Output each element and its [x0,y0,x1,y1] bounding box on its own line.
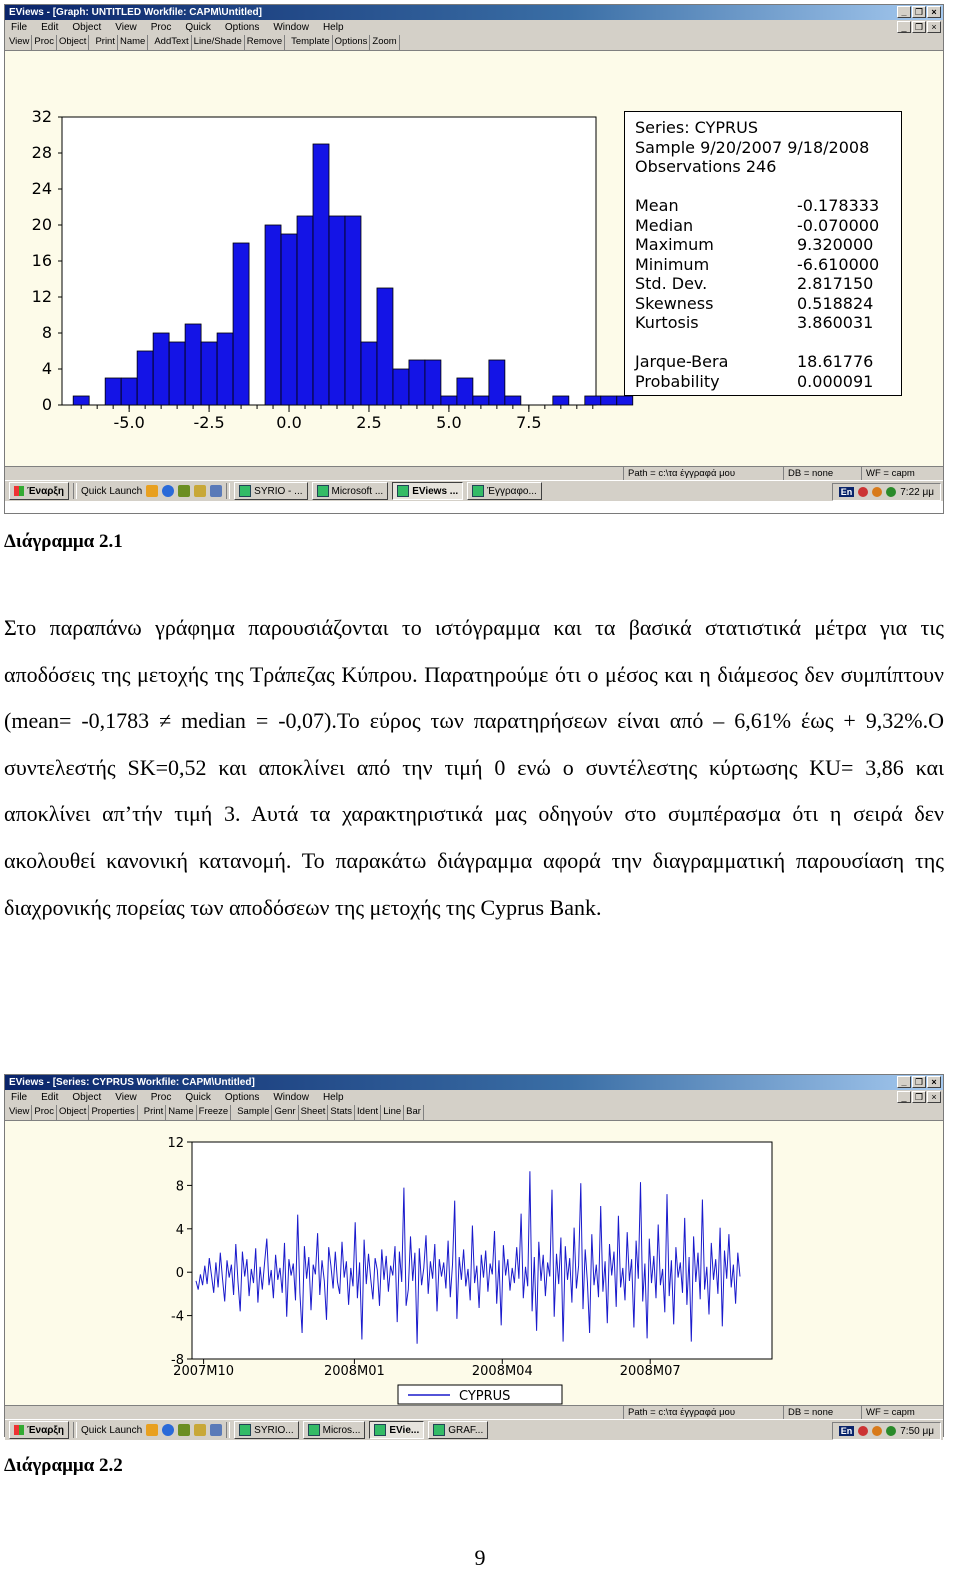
histogram-bar [217,333,233,405]
y-tick-label: -8 [171,1353,184,1368]
app-icon [239,1424,251,1436]
menu-edit[interactable]: Edit [41,1092,59,1103]
histogram-bar [169,342,185,405]
menu-window[interactable]: Window [273,22,309,33]
menu-view[interactable]: View [115,1092,137,1103]
internet-explorer-icon[interactable] [162,1424,174,1436]
menu-help[interactable]: Help [322,1092,344,1103]
menu-proc[interactable]: Proc [150,1092,172,1103]
system-tray [832,483,941,501]
histogram-bar [505,396,521,405]
histogram-bar [297,216,313,405]
window-title-bar[interactable] [5,1075,943,1090]
toolbar-freeze-button[interactable]: Freeze [197,1105,232,1120]
menu-bar [5,20,943,35]
stats-sample: Sample 9/20/2007 9/18/2008 [635,137,870,157]
toolbar-name-button[interactable]: Name [118,35,148,50]
histogram-bar [553,396,569,405]
taskbar-item-microsoft[interactable]: Microsoft ... [312,482,389,500]
stats-row-minimum: Minimum -6.610000 [635,254,880,274]
toolbar-sample-button[interactable]: Sample [235,1105,272,1120]
taskbar [5,480,943,501]
desktop-icon[interactable] [210,485,222,497]
menu-proc[interactable]: Proc [150,22,172,33]
child-restore-button[interactable]: ❐ [912,21,926,33]
tray-icon[interactable] [872,487,882,497]
histogram-bar [409,360,425,405]
y-tick-label: 12 [167,1136,184,1151]
app-icon [397,485,409,497]
close-button[interactable]: × [927,1076,941,1088]
histogram-bar [425,360,441,405]
histogram-bar [265,225,281,405]
quick-launch-label: Quick Launch [81,485,143,497]
toolbar-stats-button[interactable]: Stats [328,1105,355,1120]
toolbar-ident-button[interactable]: Ident [355,1105,381,1120]
quick-launch-arrow-icon[interactable] [146,1424,158,1436]
toolbar-proc-button[interactable]: Proc [32,1105,57,1120]
toolbar-object-button[interactable]: Object [57,1105,89,1120]
taskbar-item-eviews[interactable]: EViews ... [392,482,463,500]
toolbar-sheet-button[interactable]: Sheet [299,1105,329,1120]
window-title: EViews - [Series: CYPRUS Workfile: CAPM\Untitled] [9,1077,255,1088]
toolbar-object-button[interactable]: Object [57,35,89,50]
toolbar-genr-button[interactable]: Genr [272,1105,298,1120]
app-icon [374,1424,386,1436]
histogram-bar [345,216,361,405]
minimize-button[interactable]: _ [897,6,911,18]
x-tick-label: -2.5 [193,413,225,432]
stats-row-skewness: Skewness 0.518824 [635,293,874,313]
y-tick-label: 12 [31,287,52,306]
taskbar-item-eviews[interactable]: EVie... [369,1421,424,1439]
y-tick-label: 32 [31,107,52,126]
histogram-bar [489,360,505,405]
line-graph-area[interactable] [5,1121,943,1405]
tray-icon[interactable] [886,487,896,497]
histogram-bar [441,396,457,405]
histogram-bar [153,333,169,405]
language-indicator[interactable]: En [840,487,853,497]
child-minimize-button[interactable]: _ [897,21,911,33]
histogram-bar [361,342,377,405]
menu-file[interactable]: File [11,1092,28,1103]
histogram-bar [185,324,201,405]
media-icon[interactable] [194,1424,206,1436]
y-tick-label: 20 [31,215,52,234]
status-wf: WF = capm [861,1406,915,1419]
histogram-bar [73,396,89,405]
taskbar [5,1419,943,1440]
restore-button[interactable]: ❐ [912,6,926,18]
y-tick-label: 4 [175,1222,184,1238]
outlook-icon[interactable] [178,1424,190,1436]
y-tick-label: 0 [41,395,52,414]
child-minimize-button[interactable]: _ [897,1091,911,1103]
stats-row-probability: Probability 0.000091 [635,371,874,391]
taskbar-item-graf[interactable]: GRAF... [428,1421,488,1439]
x-tick-label: 7.5 [516,413,542,432]
menu-object[interactable]: Object [72,22,102,33]
status-wf: WF = capm [861,467,915,480]
stats-observations: Observations 246 [635,157,777,176]
line-chart [5,1121,943,1405]
x-tick-label: 5.0 [436,413,462,432]
quick-launch-arrow-icon[interactable] [146,485,158,497]
histogram-bar [393,369,409,405]
app-icon [433,1424,445,1436]
histogram-bar [473,396,489,405]
menu-view[interactable]: View [115,22,137,33]
app-icon [308,1424,320,1436]
y-tick-label: 0 [175,1266,184,1282]
app-icon [239,485,251,497]
status-bar [5,1405,943,1419]
x-tick-label: 2.5 [356,413,382,432]
x-tick-label: 2008M07 [619,1364,681,1379]
y-tick-label: 16 [31,251,52,270]
toolbar-line-button[interactable]: Line [381,1105,404,1120]
taskbar-item-syrio[interactable]: SYRIO - ... [234,482,307,500]
histogram-bar [329,216,345,405]
y-tick-label: 24 [31,179,52,198]
windows-logo-icon [14,1425,24,1435]
language-indicator[interactable]: En [840,1426,853,1436]
stats-row-maximum: Maximum 9.320000 [635,235,874,254]
x-tick-label: 0.0 [276,413,302,432]
histogram-bar [121,378,137,405]
tray-icon[interactable] [886,1426,896,1436]
menu-quick[interactable]: Quick [185,22,211,33]
stats-series: Series: CYPRUS [635,118,758,137]
histogram-graph-area[interactable] [5,51,943,466]
descriptive-statistics-box [624,111,902,396]
histogram-bar [201,342,217,405]
menu-file[interactable]: File [11,22,28,33]
internet-explorer-icon[interactable] [162,485,174,497]
toolbar-options-button[interactable]: Options [333,35,371,50]
toolbar-bar-button[interactable]: Bar [404,1105,424,1120]
stats-row-stddev: Std. Dev. 2.817150 [635,274,874,293]
tray-icon[interactable] [858,1426,868,1436]
toolbar-print-button[interactable]: Print [93,35,118,50]
toolbar-view-button[interactable]: View [7,1105,32,1120]
minimize-button[interactable]: _ [897,1076,911,1088]
histogram-bar [601,396,617,405]
paragraph-text: Στο παραπάνω γράφημα παρουσιάζονται το ιστόγραμμα και τα βασικά στατιστικά μέτρα για τις αποδόσεις της μετοχής της Τράπεζας Κύπρου. Παρατηρούμε ότι ο μέσος και η διάμεσος δεν συμπίπτουν (mean= -0,1783 ≠ median = -0,07).Το εύρος των παρατηρήσεων είναι από – 6,61% έως + 9,32%.Ο συντελεστής SK=0,52 και αποκλίνει από την τιμή 0 ενώ ο συντέλεστης κύρτωσης KU= 3,86 και αποκλίνει απ’τήν τιμή 3. Αυτά τα χαρακτηριστικά μας οδηγούν στο συμπέρασμα ότι η σειρά δεν ακολουθεί κανονική κατανομή. Το παρακάτω διάγραμμα αφορά την διαγραμματική παρουσίαση της διαχρονικής πορείας των αποδόσεων της μετοχής της Cyprus Bank. [4,615,944,920]
plot-area [192,1142,772,1359]
histogram-bar [377,288,393,405]
clock: 7:22 μμ [900,486,934,498]
histogram-bar [313,144,329,405]
toolbar-zoom-button[interactable]: Zoom [370,35,399,50]
menu-window[interactable]: Window [273,1092,309,1103]
menu-edit[interactable]: Edit [41,22,59,33]
toolbar-print-button[interactable]: Print [142,1105,167,1120]
status-db: DB = none [783,467,833,480]
legend-label: CYPRUS [459,1389,511,1404]
y-tick-label: -4 [171,1309,184,1325]
x-tick-label: 2008M01 [323,1364,385,1379]
x-tick-label: -5.0 [113,413,145,432]
close-button[interactable]: × [927,6,941,18]
menu-bar [5,1090,943,1105]
histogram-bar [137,351,153,405]
graph-toolbar [5,35,943,51]
status-db: DB = none [783,1406,833,1419]
status-bar [5,466,943,480]
toolbar-remove-button[interactable]: Remove [245,35,285,50]
toolbar-view-button[interactable]: View [7,35,32,50]
y-tick-label: 28 [31,143,52,162]
desktop-icon[interactable] [210,1424,222,1436]
toolbar-addtext-button[interactable]: AddText [152,35,191,50]
body-paragraph [4,605,944,931]
tray-icon[interactable] [872,1426,882,1436]
stats-row-mean: Mean -0.178333 [635,196,880,215]
figure-caption-2: Διάγραμμα 2.2 [4,1455,123,1476]
toolbar-properties-button[interactable]: Properties [89,1105,137,1120]
window-title: EViews - [Graph: UNTITLED Workfile: CAPM\Untitled] [9,7,262,18]
child-close-button[interactable]: × [927,21,941,33]
status-path: Path = c:\τα έγγραφά μου [623,1406,735,1419]
menu-options[interactable]: Options [224,22,260,33]
outlook-icon[interactable] [178,485,190,497]
eviews-graph-window [4,4,944,514]
app-icon [317,485,329,497]
x-tick-label: 2007M10 [173,1364,235,1379]
page-number: 9 [474,1545,486,1570]
quick-launch-label: Quick Launch [81,1424,143,1436]
stats-row-jarque-bera: Jarque-Bera 18.61776 [635,352,874,371]
histogram-bar [585,396,601,405]
system-tray [832,1422,941,1440]
stats-row-median: Median -0.070000 [635,215,880,235]
tray-icon[interactable] [858,487,868,497]
taskbar-item-syrio[interactable]: SYRIO... [234,1421,298,1439]
series-toolbar [5,1105,943,1121]
y-tick-label: 8 [175,1179,184,1195]
child-close-button[interactable]: × [927,1091,941,1103]
app-icon [472,485,484,497]
menu-quick[interactable]: Quick [185,1092,211,1103]
toolbar-proc-button[interactable]: Proc [32,35,57,50]
clock: 7:50 μμ [900,1425,934,1437]
x-tick-label: 2008M04 [471,1364,533,1379]
restore-button[interactable]: ❐ [912,1076,926,1088]
toolbar-name-button[interactable]: Name [166,1105,196,1120]
media-icon[interactable] [194,485,206,497]
histogram-bar [457,378,473,405]
start-button[interactable]: Έναρξη [9,1421,69,1439]
menu-object[interactable]: Object [72,1092,102,1103]
histogram-bar [281,234,297,405]
menu-options[interactable]: Options [224,1092,260,1103]
y-tick-label: 8 [41,323,52,342]
status-path: Path = c:\τα έγγραφά μου [623,467,735,480]
histogram-bar [233,243,249,405]
toolbar-lineshade-button[interactable]: Line/Shade [192,35,245,50]
menu-help[interactable]: Help [322,22,344,33]
taskbar-item-document[interactable]: Έγγραφο... [467,482,542,500]
toolbar-template-button[interactable]: Template [289,35,333,50]
stats-row-kurtosis: Kurtosis 3.860031 [635,313,874,332]
taskbar-item-microsoft[interactable]: Micros... [303,1421,366,1439]
child-restore-button[interactable]: ❐ [912,1091,926,1103]
y-tick-label: 4 [41,359,52,378]
figure-caption-1: Διάγραμμα 2.1 [4,531,123,552]
windows-logo-icon [14,486,24,496]
start-button[interactable]: Έναρξη [9,482,69,500]
histogram-bar [617,396,633,405]
histogram-bar [105,378,121,405]
window-title-bar[interactable] [5,5,943,20]
eviews-series-window [4,1074,944,1437]
